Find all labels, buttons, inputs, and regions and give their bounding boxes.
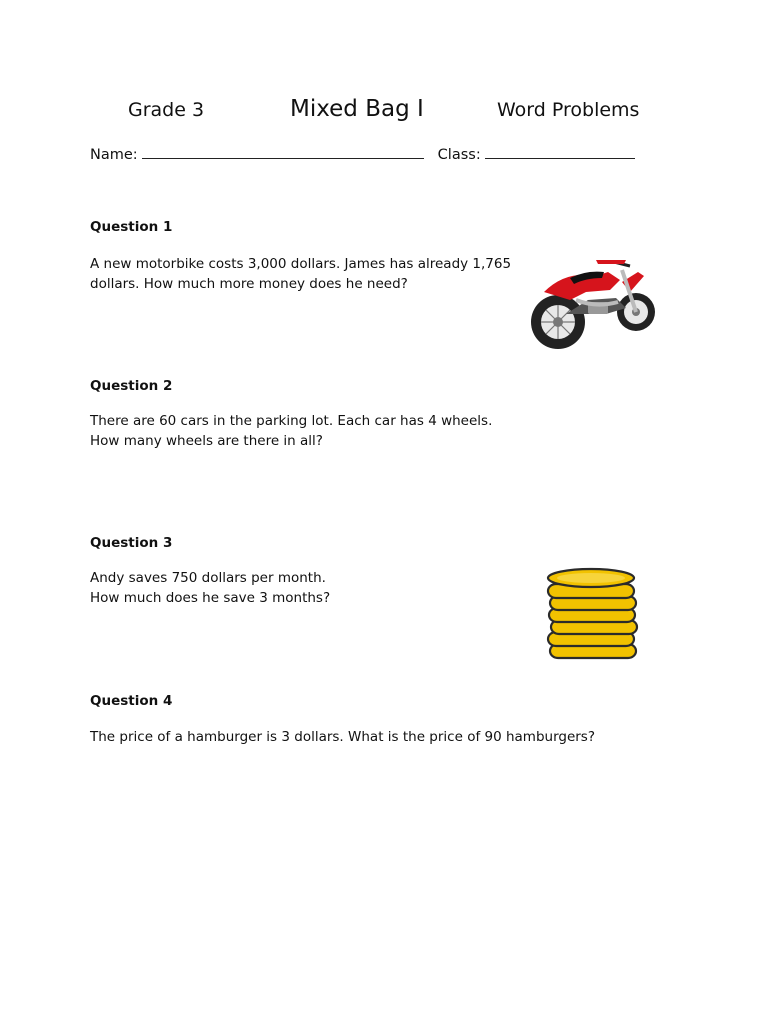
name-blank-line[interactable] xyxy=(142,146,424,159)
question-2-line-1: There are 60 cars in the parking lot. Each car has 4 wheels. xyxy=(90,413,493,429)
question-2-heading: Question 2 xyxy=(90,378,173,394)
question-1-line-2: dollars. How much more money does he need? xyxy=(90,276,408,292)
coin-stack-icon xyxy=(540,566,644,666)
question-1-line-1: A new motorbike costs 3,000 dollars. James has already 1,765 xyxy=(90,256,512,272)
class-blank-line[interactable] xyxy=(485,146,635,159)
question-4-text xyxy=(90,727,650,747)
student-fields xyxy=(90,146,635,163)
worksheet-title: Mixed Bag I xyxy=(290,96,424,122)
question-3-text xyxy=(90,568,510,608)
question-1-text xyxy=(90,254,510,294)
worksheet-subtitle: Word Problems xyxy=(497,99,640,121)
question-4-line-1: The price of a hamburger is 3 dollars. What is the price of 90 hamburgers? xyxy=(90,729,596,745)
name-label: Name: xyxy=(90,147,138,163)
question-1-heading: Question 1 xyxy=(90,219,173,235)
question-4-heading: Question 4 xyxy=(90,693,173,709)
grade-label: Grade 3 xyxy=(128,99,205,121)
class-label: Class: xyxy=(437,147,481,163)
question-3-line-1: Andy saves 750 dollars per month. xyxy=(90,570,326,586)
motorbike-icon xyxy=(526,252,666,352)
question-3-line-2: How much does he save 3 months? xyxy=(90,590,331,606)
class-field[interactable] xyxy=(438,146,635,163)
name-field[interactable] xyxy=(90,146,424,163)
question-3-heading: Question 3 xyxy=(90,535,173,551)
question-2-text xyxy=(90,411,510,451)
question-2-line-2: How many wheels are there in all? xyxy=(90,433,323,449)
